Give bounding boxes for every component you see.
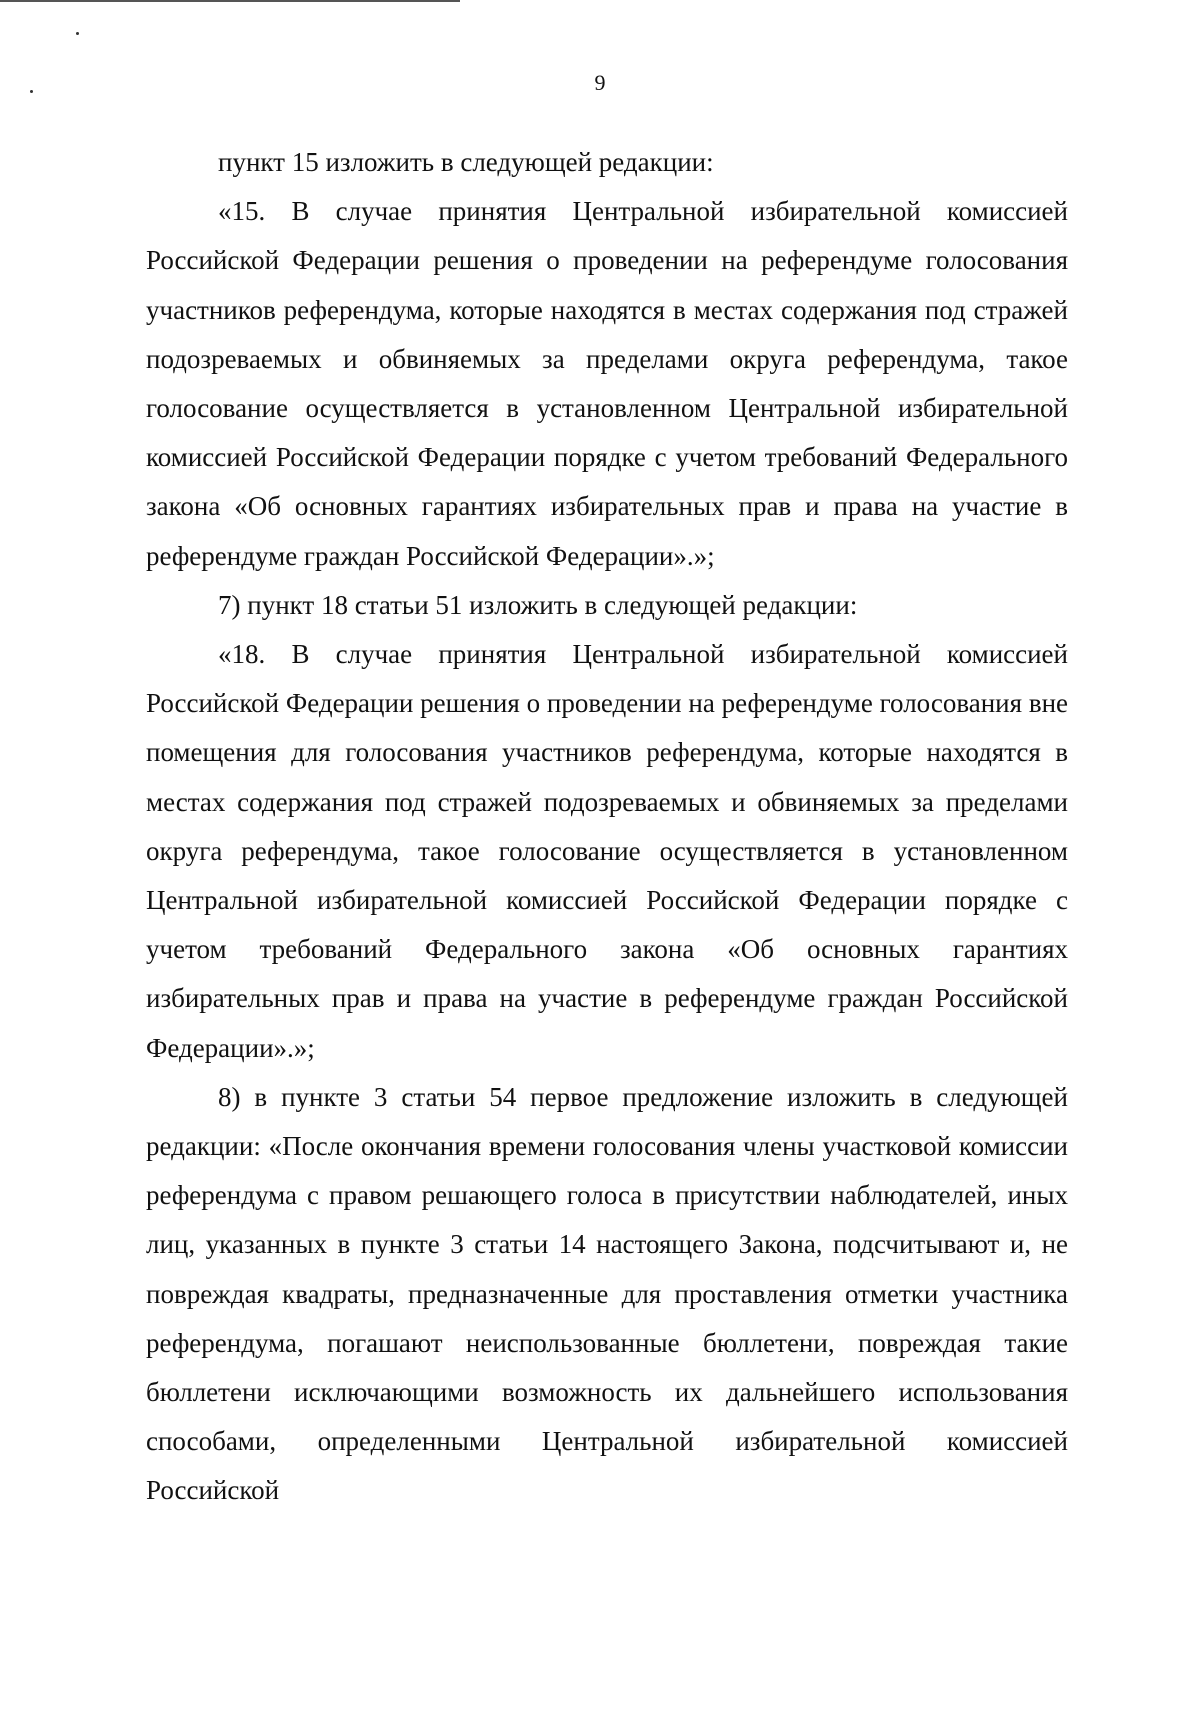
- paragraph-point-8: 8) в пункте 3 статьи 54 первое предложение изложить в следующей редакции: «После окончания времени голосования члены участковой комиссии референдума с правом решающего голоса в присутствии наблюдателей, иных лиц, указанных в пункте 3 статьи 14 настоящего Закона, подсчитывают и, не повреждая квадраты, предназначенные для проставления отметки участника референдума, погашают неиспользованные бюллетени, повреждая такие бюллетени исключающими возможность их дальнейшего использования способами, определенными Центральной избирательной комиссией Российской: [146, 1081, 1068, 1506]
- paragraph-point-7: 7) пункт 18 статьи 51 изложить в следующей редакции:: [218, 589, 858, 620]
- scan-speck: [76, 32, 79, 35]
- page-number: 9: [594, 70, 606, 95]
- document-body: [146, 138, 1068, 1516]
- paragraph-intro: пункт 15 изложить в следующей редакции:: [218, 147, 714, 177]
- paragraph-item-18: «18. В случае принятия Центральной избирательной комиссией Российской Федерации решения о проведении на референдуме голосования вне помещения для голосования участников референдума, которые находятся в местах содержания под стражей подозреваемых и обвиняемых за пределами округа референдума, такое голосование осуществляется в установленном Центральной избирательной комиссией Российской Федерации порядке с учетом требований Федерального закона «Об основных гарантиях избирательных прав и права на участие в референдуме граждан Российской Федерации».»;: [146, 639, 1068, 1063]
- scan-edge-line: [0, 0, 460, 2]
- paragraph-item-15: «15. В случае принятия Центральной избирательной комиссией Российской Федерации решения о проведении на референдуме голосования участников референдума, которые находятся в местах содержания под стражей подозреваемых и обвиняемых за пределами округа референдума, такое голосование осуществляется в установленном Центральной избирательной комиссией Российской Федерации порядке с учетом требований Федерального закона «Об основных гарантиях избирательных прав и права на участие в референдуме граждан Российской Федерации».»;: [146, 196, 1068, 571]
